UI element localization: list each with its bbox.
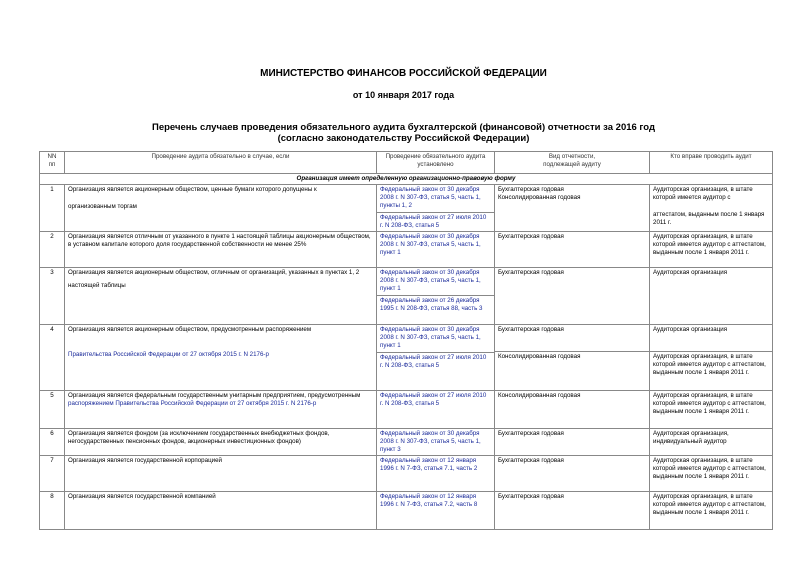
auditor-text: Аудиторская организация [653, 326, 728, 333]
case-text: Организация является акционерным обществом, отличным от организаций, указанных в пунктах 1, 2 [68, 269, 360, 276]
report-cell: Консолидированная годовая [495, 391, 650, 429]
case-text: Организация является федеральным государственным унитарным предприятием, предусмотренным [68, 392, 361, 399]
title-line-2: (согласно законодательству Российской Федерации) [277, 133, 530, 144]
row-number: 2 [40, 232, 65, 268]
case-text-cont: настоящей таблицы [68, 282, 126, 289]
column-header-auditor: Кто вправе проводить аудит [650, 152, 773, 174]
law-link[interactable]: Федеральный закон от 30 декабря 2008 г. N 307-ФЗ, статья 5, часть 1, пункты 1, 2 [380, 186, 481, 209]
column-header-case: Проведение аудита обязательно в случае, если [65, 152, 377, 174]
section-row [40, 174, 773, 185]
column-header-report: Вид отчетности, подлежащей аудиту [495, 152, 650, 174]
law-link[interactable]: Федеральный закон от 26 декабря 1995 г. N 208-ФЗ, статья 88, часть 3 [380, 297, 483, 312]
law-cell [377, 185, 495, 232]
table-row [40, 325, 773, 391]
case-text-cont: организованным торгам [68, 203, 137, 210]
auditor-text-cont: Аудиторская организация, в штате которой имеется аудитор с аттестатом, выданным после 1 января 2011 г. [653, 353, 766, 376]
law-cell [377, 391, 495, 429]
case-cell [65, 185, 377, 232]
law-link[interactable]: Федеральный закон от 30 декабря 2008 г. N 307-ФЗ, статья 5, часть 1, пункт 3 [380, 430, 481, 453]
law-cell [377, 492, 495, 530]
law-link[interactable]: Федеральный закон от 30 декабря 2008 г. N 307-ФЗ, статья 5, часть 1, пункт 1 [380, 233, 481, 256]
auditor-cell [650, 185, 773, 232]
law-link[interactable]: Федеральный закон от 27 июля 2010 г. N 208-ФЗ, статья 5 [380, 392, 487, 407]
title-line-1: Перечень случаев проведения обязательного аудита бухгалтерской (финансовой) отчетности за 2016 год [152, 122, 655, 133]
table-row [40, 268, 773, 325]
report-cell [495, 325, 650, 391]
auditor-cell: Аудиторская организация, в штате которой имеется аудитор с аттестатом, выданным после 1 января 2011 г. [650, 492, 773, 530]
table-row [40, 232, 773, 268]
row-number: 4 [40, 325, 65, 391]
case-cell: Организация является государственной корпорацией [65, 456, 377, 492]
auditor-cell: Аудиторская организация, в штате которой имеется аудитор с аттестатом, выданным после 1 января 2011 г. [650, 391, 773, 429]
auditor-cell: Аудиторская организация [650, 268, 773, 325]
law-cell [377, 456, 495, 492]
row-number: 1 [40, 185, 65, 232]
table-row [40, 456, 773, 492]
law-cell [377, 268, 495, 325]
law-link[interactable]: Федеральный закон от 27 июля 2010 г. N 208-ФЗ, статья 5 [380, 354, 487, 369]
auditor-cell: Аудиторская организация, в штате которой имеется аудитор с аттестатом, выданным после 1 января 2011 г. [650, 456, 773, 492]
ministry-title: МИНИСТЕРСТВО ФИНАНСОВ РОССИЙСКОЙ ФЕДЕРАЦИИ [260, 68, 547, 79]
row-number: 7 [40, 456, 65, 492]
report-cell: Бухгалтерская годовая [495, 268, 650, 325]
law-cell [377, 429, 495, 456]
section-title: Организация имеет определенную организационно-правовую форму [40, 174, 773, 185]
document-title [0, 122, 807, 144]
law-link[interactable]: Федеральный закон от 27 июля 2010 г. N 208-ФЗ, статья 5 [380, 214, 487, 229]
law-cell [377, 325, 495, 391]
table-row [40, 429, 773, 456]
report-text-cont: Консолидированная годовая [498, 353, 581, 360]
case-cell [65, 268, 377, 325]
report-cell: Бухгалтерская годовая [495, 492, 650, 530]
case-cell [65, 325, 377, 391]
law-link[interactable]: Федеральный закон от 12 января 1996 г. N 7-ФЗ, статья 7.1, часть 2 [380, 457, 478, 472]
report-cell: Бухгалтерская годовая [495, 456, 650, 492]
column-header-law: Проведение обязательного аудита установлено [377, 152, 495, 174]
row-number: 3 [40, 268, 65, 325]
report-cell: Бухгалтерская годовая Консолидированная годовая [495, 185, 650, 232]
report-text: Бухгалтерская годовая [498, 326, 564, 333]
case-text: Организация является акционерным обществом, предусмотренным распоряжением [68, 326, 312, 333]
case-cell: Организация является государственной компанией [65, 492, 377, 530]
report-cell: Бухгалтерская годовая [495, 429, 650, 456]
auditor-text: Аудиторская организация, в штате которой имеется аудитор с [653, 186, 753, 201]
law-link[interactable]: Федеральный закон от 12 января 1996 г. N 7-ФЗ, статья 7.2, часть 8 [380, 493, 478, 508]
audit-cases-table [39, 151, 773, 530]
law-link[interactable]: Федеральный закон от 30 декабря 2008 г. N 307-ФЗ, статья 5, часть 1, пункт 1 [380, 326, 481, 349]
auditor-text-cont: аттестатом, выданным после 1 января 2011 г. [653, 211, 765, 226]
row-number: 5 [40, 391, 65, 429]
law-link[interactable]: Федеральный закон от 30 декабря 2008 г. N 307-ФЗ, статья 5, часть 1, пункт 1 [380, 269, 481, 292]
auditor-cell [650, 325, 773, 391]
row-number: 8 [40, 492, 65, 530]
auditor-cell: Аудиторская организация, в штате которой имеется аудитор с аттестатом, выданным после 1 января 2011 г. [650, 232, 773, 268]
law-cell [377, 232, 495, 268]
table-row [40, 185, 773, 232]
report-cell: Бухгалтерская годовая [495, 232, 650, 268]
row-number: 6 [40, 429, 65, 456]
auditor-cell: Аудиторская организация, индивидуальный аудитор [650, 429, 773, 456]
case-cell [65, 391, 377, 429]
table-row [40, 492, 773, 530]
table-header-row [40, 152, 773, 174]
case-text: Организация является акционерным обществом, ценные бумаги которого допущены к [68, 186, 317, 193]
government-order-link[interactable]: Правительства Российской Федерации от 27 октября 2015 г. N 2176-р [68, 351, 269, 358]
document-date: от 10 января 2017 года [352, 90, 455, 100]
column-header-num: NN пп [40, 152, 65, 174]
case-cell: Организация является фондом (за исключением государственных внебюджетных фондов, негосударственных пенсионных фондов, акционерных инвестиционных фондов) [65, 429, 377, 456]
table-row [40, 391, 773, 429]
government-order-link[interactable]: распоряжением Правительства Российской Федерации от 27 октября 2015 г. N 2176-р [68, 400, 317, 407]
case-cell: Организация является отличным от указанного в пункте 1 настоящей таблицы акционерным обществом, в уставном капитале которого доля государственной собственности не менее 25% [65, 232, 377, 268]
